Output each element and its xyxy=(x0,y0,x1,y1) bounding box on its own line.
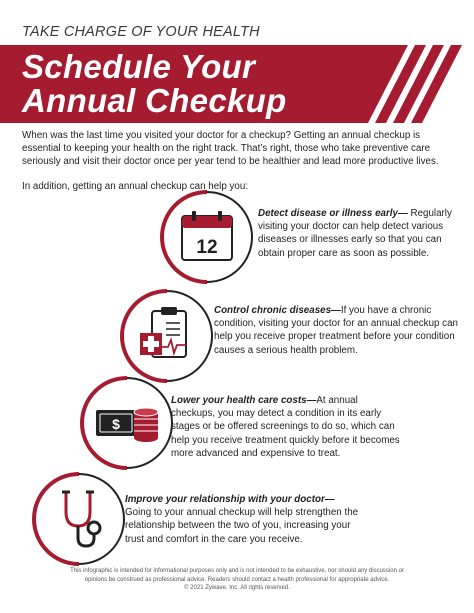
footer-disclaimer xyxy=(40,567,434,593)
benefit-heading-relationship: Improve your relationship with your doctor— xyxy=(125,494,335,505)
benefit-body-relationship: Going to your annual checkup will help strengthen the relationship between the two of you, increasing your trust and comfort in the care you receive. xyxy=(125,507,359,545)
benefit-body-detect: Regularly visiting your doctor can help detect various diseases or illnesses early so that you can obtain proper care as soon as possible. xyxy=(258,208,452,259)
title-line-1: Schedule Your xyxy=(22,48,256,85)
page-title xyxy=(22,50,287,118)
intro-paragraph: When was the last time you visited your doctor for a checkup? Getting an annual checkup is essential to keeping your health on the right track. That’s right, those who take preventive care seriously and visit their doctor once per year tend to be healthier and lead more productive lives. xyxy=(22,130,439,168)
benefit-body-chronic: If you have a chronic condition, visiting your doctor for an annual checkup can help you receive proper treatment before your condition causes a serious health problem. xyxy=(214,305,458,356)
footer-line-2: opinions be construed as professional advice. Readers should contact a health professional for appropriate advice. xyxy=(84,576,390,583)
clipboard-icon xyxy=(126,295,208,377)
calendar-icon xyxy=(166,196,248,278)
addition-text: In addition, getting an annual checkup can help you: xyxy=(22,181,249,192)
benefit-body-costs: At annual checkups, you may detect a condition in its early stages or be offered screenings to do so, which can help you receive treatment quickly before it becomes more advanced and expensive to treat. xyxy=(171,395,400,459)
money-symbol: $ xyxy=(112,416,120,432)
title-line-2: Annual Checkup xyxy=(22,82,287,119)
benefit-heading-chronic: Control chronic diseases— xyxy=(214,305,341,316)
footer-copyright: © 2021 Zywave, Inc. All rights reserved. xyxy=(184,585,290,591)
benefit-heading-costs: Lower your health care costs— xyxy=(171,395,317,406)
kicker-text: TAKE CHARGE OF YOUR HEALTH xyxy=(22,24,260,40)
money-icon xyxy=(86,382,168,464)
stethoscope-icon xyxy=(38,478,120,560)
benefit-heading-detect: Detect disease or illness early— xyxy=(258,208,408,219)
footer-line-1: This infographic is intended for informational purposes only and is not intended to be exhaustive, nor should any discussion or xyxy=(70,568,404,574)
calendar-day-number: 12 xyxy=(196,237,218,258)
